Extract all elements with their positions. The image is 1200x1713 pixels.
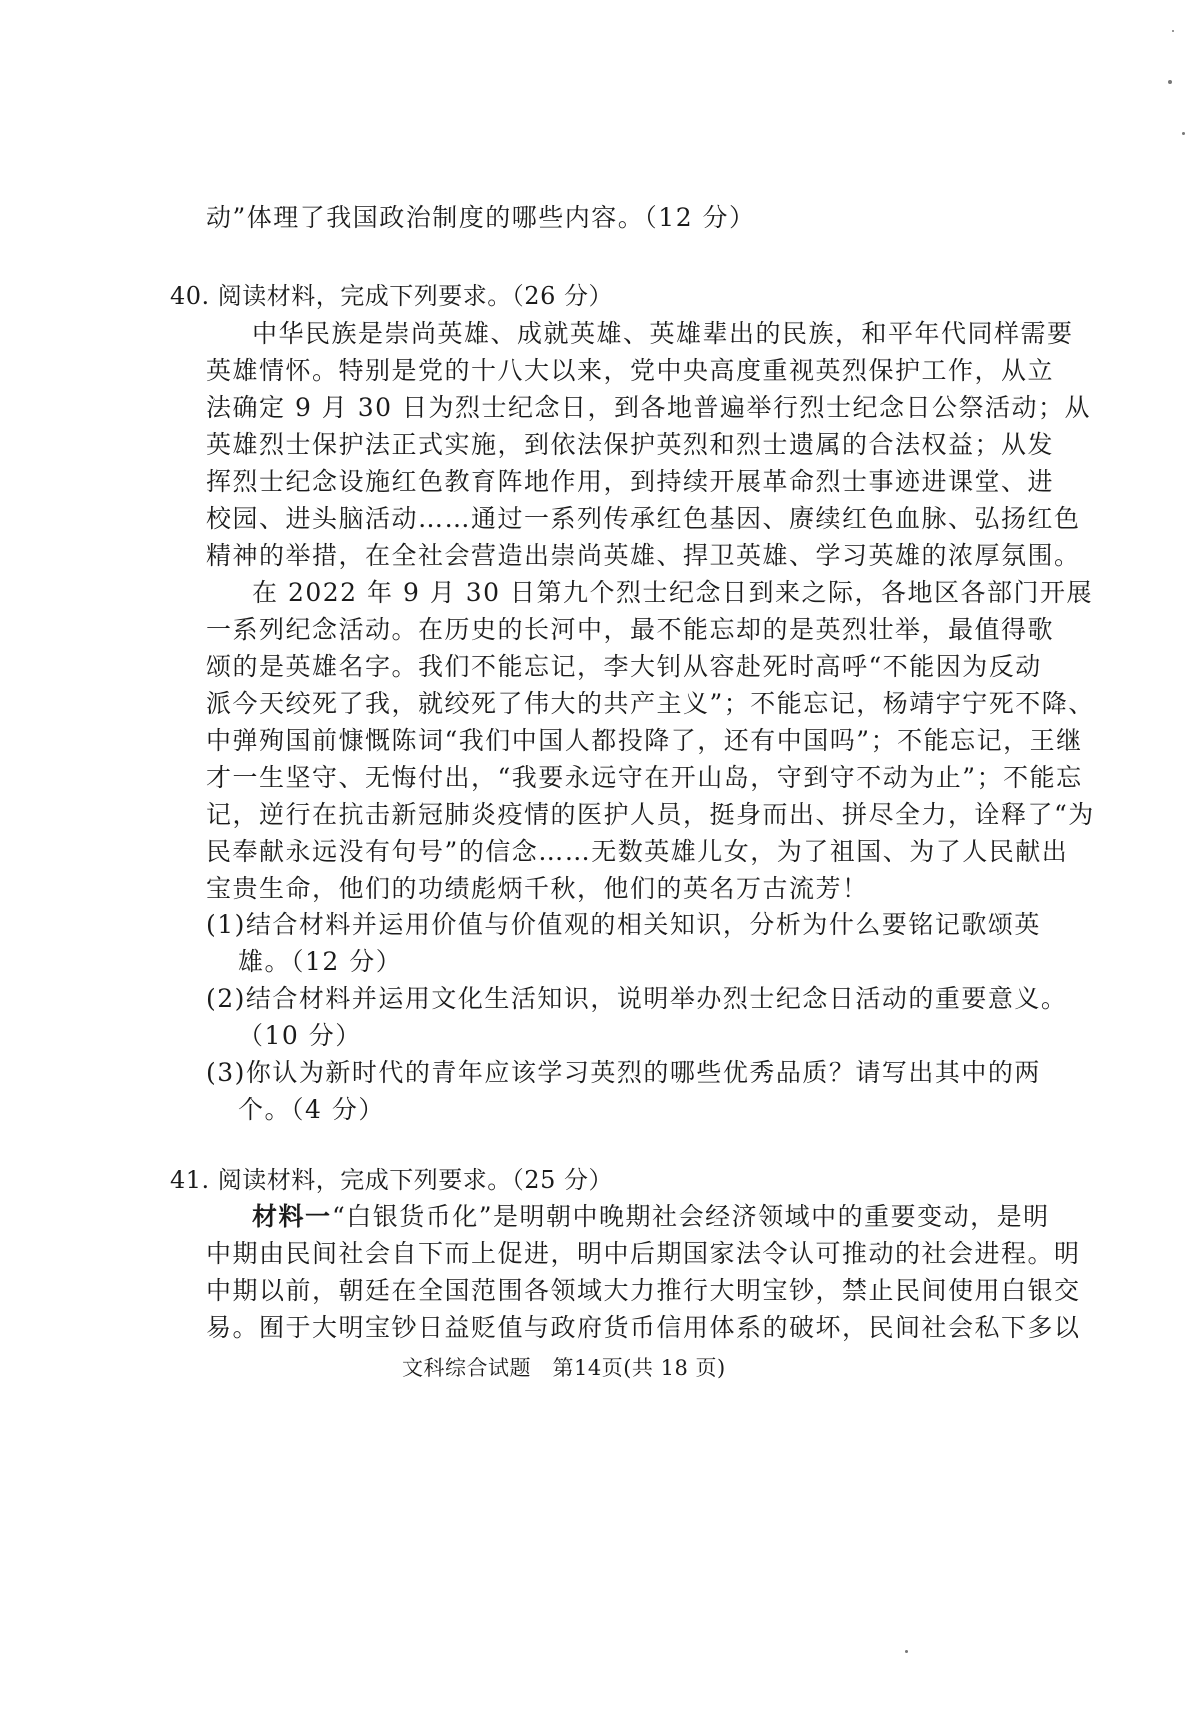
paragraph-line: 一系列纪念活动。在历史的长河中，最不能忘却的是英烈壮举，最值得歌: [206, 615, 1055, 644]
scan-speck: [905, 1650, 908, 1653]
paragraph-line: 颂的是英雄名字。我们不能忘记，李大钊从容赴死时高呼“不能因为反动: [206, 652, 1042, 681]
paragraph-line: 英雄情怀。特别是党的十八大以来，党中央高度重视英烈保护工作，从立: [206, 356, 1055, 385]
question-41-heading: 41. 阅读材料，完成下列要求。（25 分）: [170, 1166, 613, 1194]
paragraph-line: 中期以前，朝廷在全国范围各领域大力推行大明宝钞，禁止民间使用白银交: [206, 1276, 1081, 1305]
paragraph-line: 民奉献永远没有句号”的信念……无数英雄儿女，为了祖国、为了人民献出: [206, 837, 1069, 866]
paragraph-line: 记，逆行在抗击新冠肺炎疫情的医护人员，挺身而出、拼尽全力，诠释了“为: [206, 800, 1095, 829]
paragraph-line: 在 2022 年 9 月 30 日第九个烈士纪念日到来之际，各地区各部门开展: [252, 578, 1094, 607]
paragraph-line: 才一生坚守、无悔付出，“我要永远守在开山岛，守到守不动为止”；不能忘: [206, 763, 1083, 792]
continued-question-line: 动”体理了我国政治制度的哪些内容。（12 分）: [206, 203, 756, 232]
paragraph-line: 易。囿于大明宝钞日益贬值与政府货币信用体系的破坏，民间社会私下多以: [206, 1313, 1081, 1342]
paragraph-line: 宝贵生命，他们的功绩彪炳千秋，他们的英名万古流芳！: [206, 874, 869, 903]
paragraph-line: 中弹殉国前慷慨陈词“我们中国人都投降了，还有中国吗”；不能忘记，王继: [206, 726, 1083, 755]
paragraph-line: “白银货币化”是明朝中晚期社会经济领域中的重要变动，是明: [332, 1202, 1050, 1231]
sub-question-3: (3)你认为新时代的青年应该学习英烈的哪些优秀品质？请写出其中的两: [206, 1058, 1041, 1087]
scan-speck: [1172, 30, 1174, 32]
paragraph-line: 校园、进头脑活动……通过一系列传承红色基因、赓续红色血脉、弘扬红色: [206, 504, 1081, 533]
sub-question-3-cont: 个。（4 分）: [238, 1095, 385, 1124]
sub-question-2: (2)结合材料并运用文化生活知识，说明举办烈士纪念日活动的重要意义。: [206, 984, 1068, 1013]
scan-speck: [1168, 80, 1172, 84]
paragraph-line: 法确定 9 月 30 日为烈士纪念日，到各地普遍举行烈士纪念日公祭活动；从: [206, 393, 1092, 422]
sub-question-1: (1)结合材料并运用价值与价值观的相关知识，分析为什么要铭记歌颂英: [206, 910, 1041, 939]
paragraph-line: 英雄烈士保护法正式实施，到依法保护英烈和烈士遗属的合法权益；从发: [206, 430, 1055, 459]
paragraph-line: 中期由民间社会自下而上促进，明中后期国家法令认可推动的社会进程。明: [206, 1239, 1081, 1268]
paragraph-line: 中华民族是崇尚英雄、成就英雄、英雄辈出的民族，和平年代同样需要: [252, 319, 1074, 348]
page-footer: 文科综合试题 第14页(共 18 页): [402, 1356, 726, 1380]
question-40-heading: 40. 阅读材料，完成下列要求。（26 分）: [170, 282, 613, 310]
sub-question-1-cont: 雄。（12 分）: [238, 947, 403, 976]
sub-question-2-cont: （10 分）: [238, 1021, 362, 1050]
scan-speck: [1182, 132, 1185, 135]
paragraph-line: 派今天绞死了我，就绞死了伟大的共产主义”；不能忘记，杨靖宇宁死不降、: [206, 689, 1095, 718]
paragraph-line: 精神的举措，在全社会营造出崇尚英雄、捍卫英雄、学习英雄的浓厚氛围。: [206, 541, 1081, 570]
paragraph-line: 挥烈士纪念设施红色教育阵地作用，到持续开展革命烈士事迹进课堂、进: [206, 467, 1055, 496]
material-label: 材料一: [252, 1202, 332, 1231]
